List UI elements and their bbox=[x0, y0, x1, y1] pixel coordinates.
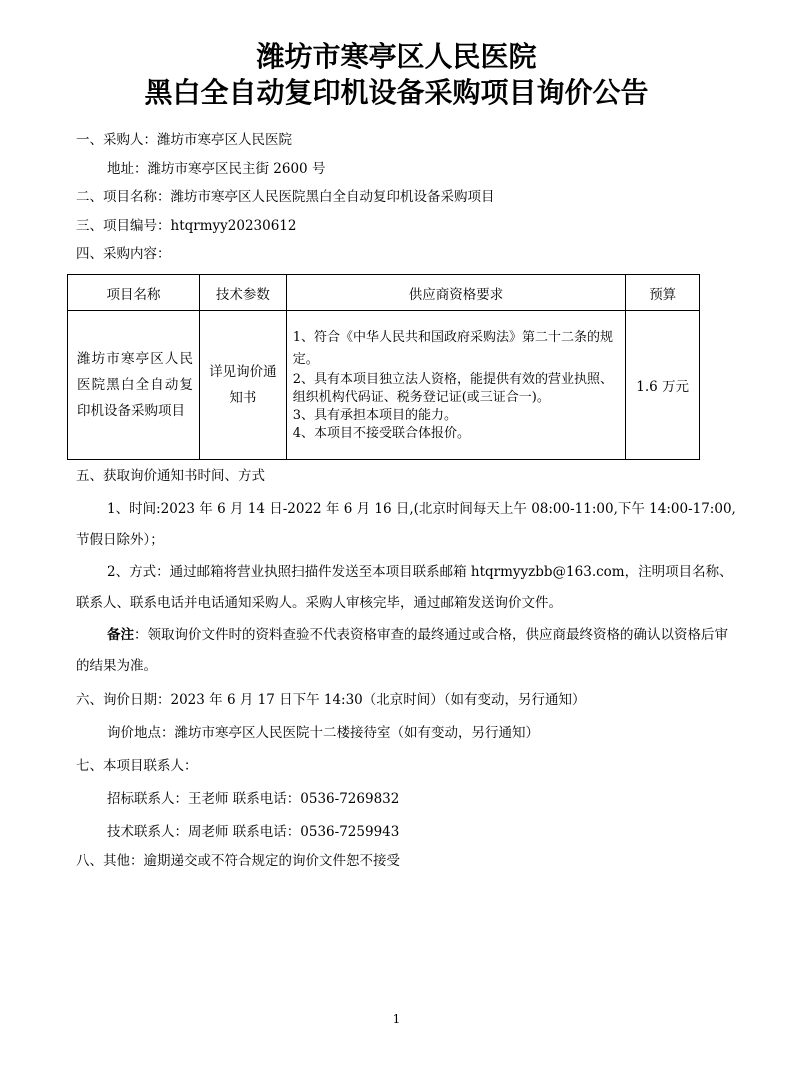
contact-bid: 招标联系人：王老师 联系电话：0536-7269832 bbox=[107, 791, 400, 807]
project-name-line: 二、项目名称：潍坊市寒亭区人民医院黑白全自动复印机设备采购项目 bbox=[76, 189, 495, 205]
content-heading: 四、采购内容： bbox=[76, 246, 171, 262]
section5-time: 1、时间:2023 年 6 月 14 日-2022 年 6 月 16 日,(北京时间每天上午 08:00-11:00,下午 14:00-17:00,节假日除外）； bbox=[76, 501, 736, 548]
section7-heading: 七、本项目联系人： bbox=[76, 758, 198, 774]
section5-method: 2、方式：通过邮箱将营业执照扫描件发送至本项目联系邮箱 htqrmyyzbb@163.com，注明项目名称、联系人、联系电话并电话通知采购人。采购人审核完毕，通过邮箱发送询价文件。 bbox=[76, 564, 733, 611]
note-text: ：领取询价文件时的资料查验不代表资格审查的最终通过或合格，供应商最终资格的确认以资格后审的结果为准。 bbox=[76, 627, 728, 674]
note-paragraph bbox=[76, 620, 740, 682]
header-tech-spec: 技术参数 bbox=[200, 275, 287, 311]
header-supplier-req: 供应商资格要求 bbox=[286, 275, 626, 311]
note-label: 备注 bbox=[107, 627, 134, 643]
section5-heading: 五、获取询价通知书时间、方式 bbox=[76, 468, 265, 484]
table-row bbox=[68, 311, 700, 460]
table-header-row bbox=[68, 275, 700, 311]
requirement-2: 2、具有本项目独立法人资格，能提供有效的营业执照、组织机构代码证、税务登记证(或三证合一)。 bbox=[292, 372, 613, 405]
cell-supplier-req bbox=[286, 311, 626, 460]
section6-date: 六、询价日期：2023 年 6 月 17 日下午 14:30（北京时间）（如有变动，另行通知） bbox=[76, 692, 586, 708]
purchaser-line: 一、采购人：潍坊市寒亭区人民医院 bbox=[76, 132, 292, 148]
address-line: 地址：潍坊市寒亭区民主街 2600 号 bbox=[107, 161, 326, 177]
requirement-1: 1、符合《中华人民共和国政府采购法》第二十二条的规定。 bbox=[292, 330, 613, 367]
contact-tech: 技术联系人：周老师 联系电话：0536-7259943 bbox=[107, 824, 400, 840]
cell-item-name: 潍坊市寒亭区人民医院黑白全自动复印机设备采购项目 bbox=[68, 311, 200, 460]
requirement-4: 4、本项目不接受联合体报价。 bbox=[292, 426, 470, 441]
project-code-line: 三、项目编号：htqrmyy20230612 bbox=[76, 218, 297, 234]
requirement-3: 3、具有承担本项目的能力。 bbox=[292, 408, 457, 423]
procurement-table bbox=[67, 274, 700, 460]
page-number: 1 bbox=[392, 1012, 401, 1026]
cell-budget: 1.6 万元 bbox=[626, 311, 700, 460]
title-line-1: 潍坊市寒亭区人民医院 bbox=[256, 40, 537, 73]
section6-place: 询价地点：潍坊市寒亭区人民医院十二楼接待室（如有变动，另行通知） bbox=[107, 725, 539, 741]
header-budget: 预算 bbox=[626, 275, 700, 311]
header-item-name: 项目名称 bbox=[68, 275, 200, 311]
section8-other: 八、其他：逾期递交或不符合规定的询价文件恕不接受 bbox=[76, 853, 400, 869]
title-line-2: 黑白全自动复印机设备采购项目询价公告 bbox=[144, 76, 649, 109]
cell-tech-spec: 详见询价通知书 bbox=[200, 311, 287, 460]
